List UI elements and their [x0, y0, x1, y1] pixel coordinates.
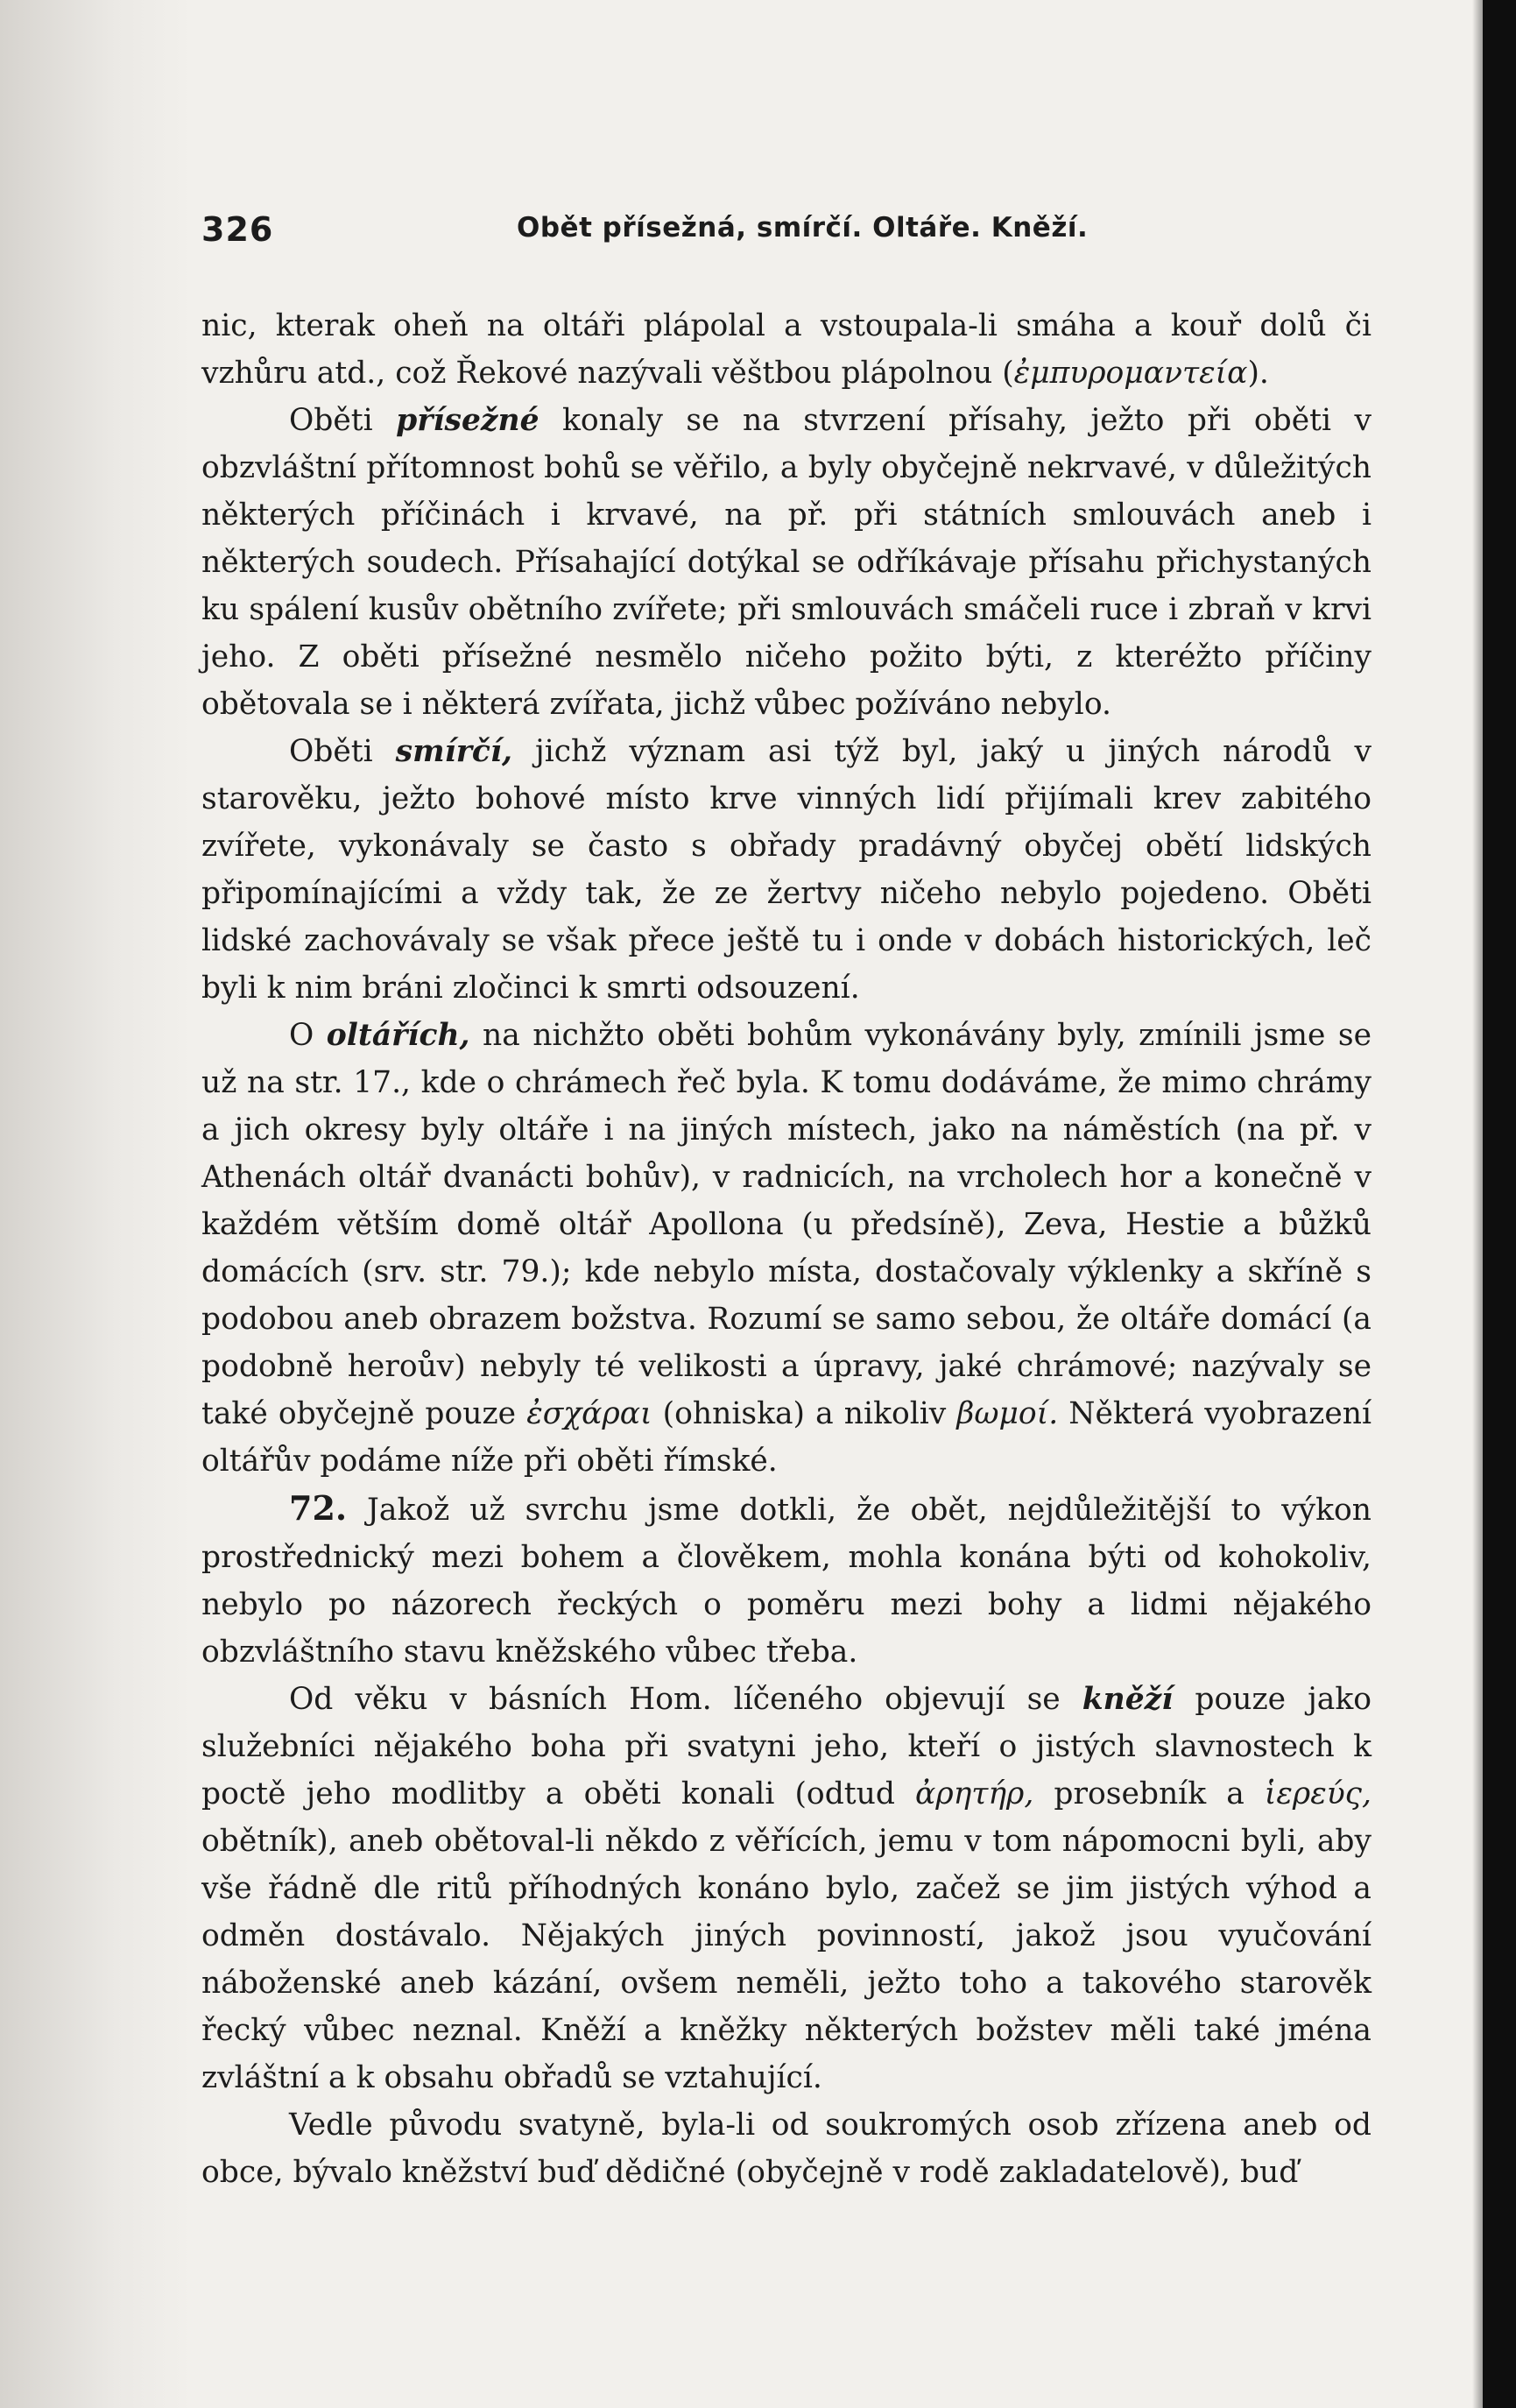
- text-run: Některá vyobrazení oltářův podáme níže při oběti římské.: [201, 1396, 1372, 1479]
- text-run: O: [289, 1018, 327, 1053]
- emphasis-term: smírčí,: [395, 734, 513, 769]
- paragraph-p7: [201, 2101, 1371, 2196]
- text-run: konaly se na stvrzení přísahy, ježto při oběti v obzvláštní přítomnost bohů se věřilo, a byly obyčejně nekrvavé, v důležitých některých příčinách i krvavé, na př. při státních smlouvách aneb i některých soudech. Přísahající dotýkal se odříkávaje přísahu přichystaných ku spálení kusův obětního zvířete; při smlouvách smáčeli ruce i zbraň v krvi jeho. Z oběti přísežné nesmělo ničeho požito býti, z kteréžto příčiny obětovala se i některá zvířata, jichž vůbec požíváno nebylo.: [201, 403, 1372, 722]
- greek-term: ἀρητήρ,: [915, 1776, 1034, 1811]
- scan-dark-edge: [1483, 0, 1516, 2408]
- text-run: ).: [1247, 356, 1269, 391]
- running-title: Obět přísežná, smírčí. Oltáře. Kněží.: [517, 212, 1089, 244]
- paragraph-p1: [201, 302, 1371, 397]
- text-run: Oběti: [289, 734, 396, 769]
- page-number: 326: [201, 210, 274, 249]
- text-run: jichž význam asi týž byl, jaký u jiných národů v starověku, ježto bohové místo krve vinných lidí přijímali krev zabitého zvířete, vykonávaly se často s obřady pradávný obyčej obětí lidských připomínajícími a vždy tak, že ze žertvy ničeho nebylo pojedeno. Oběti lidské zachovávaly se však přece ještě tu i onde v dobách historických, leč byli k nim bráni zločinci k smrti odsouzení.: [201, 734, 1371, 1006]
- greek-term: ἐσχάραι: [526, 1396, 652, 1431]
- section-number: 72.: [289, 1488, 348, 1528]
- greek-term: ἐμπυρομαντεία: [1013, 356, 1248, 391]
- scan-edge-shade: [1472, 0, 1483, 2408]
- text-run: nic, kterak oheň na oltáři plápolal a vstoupala-li smáha a kouř dolů či vzhůru atd., což Řekové nazývali věštbou plápolnou (: [201, 308, 1371, 391]
- running-head: [201, 210, 1366, 263]
- greek-term: ἱερεύς,: [1264, 1776, 1371, 1811]
- body-text: [201, 302, 1371, 2196]
- text-run: (ohniska) a nikoliv: [652, 1396, 957, 1431]
- greek-term: βωμοί.: [956, 1396, 1059, 1431]
- paragraph-p2: [201, 397, 1371, 728]
- paragraph-p6: [201, 1676, 1371, 2101]
- paragraph-p3: [201, 728, 1371, 1012]
- paragraph-p4: [201, 1012, 1371, 1485]
- text-run: na nichžto oběti bohům vykonávány byly, zmínili jsme se už na str. 17., kde o chrámech řeč byla. K tomu dodáváme, že mimo chrámy a jich okresy byly oltáře i na jiných místech, jako na náměstích (na př. v Athenách oltář dvanácti bohův), v radnicích, na vrcholech hor a konečně v každém větším domě oltář Apollona (u předsíně), Zeva, Hestie a bůžků domácích (srv. str. 79.); kde nebylo místa, dostačovaly výklenky a skříně s podobou aneb obrazem božstva. Rozumí se samo sebou, že oltáře domácí (a podobně heroův) nebyly té velikosti a úpravy, jaké chrámové; nazývaly se také obyčejně pouze: [201, 1018, 1371, 1431]
- text-run: pouze jako služebníci nějakého boha při svatyni jeho, kteří o jistých slavnostech k poctě jeho modlitby a oběti konali (odtud: [201, 1682, 1372, 1811]
- paragraph-p5: [201, 1485, 1371, 1676]
- emphasis-term: oltářích,: [326, 1018, 470, 1053]
- text-run: Vedle původu svatyně, byla-li od soukromých osob zřízena aneb od obce, bývalo kněžství buď dědičné (obyčejně v rodě zakladatelově), buď: [201, 2108, 1371, 2190]
- page-gutter-shadow: [0, 0, 193, 2408]
- emphasis-term: kněží: [1082, 1682, 1174, 1717]
- text-run: prosebník a: [1033, 1776, 1265, 1811]
- text-run: obětník), aneb obětoval-li někdo z věřících, jemu v tom nápomocni byli, aby vše řádně dle ritů příhodných konáno bylo, začež se jim jistých výhod a odměn dostávalo. Nějakých jiných povinností, jakož jsou vyučování náboženské aneb kázání, ovšem neměli, ježto toho a takového starověk řecký vůbec neznal. Kněží a kněžky některých božstev měli také jména zvláštní a k obsahu obřadů se vztahující.: [201, 1824, 1371, 2095]
- emphasis-term: přísežné: [396, 403, 539, 438]
- text-run: Od věku v básních Hom. líčeného objevují se: [289, 1682, 1082, 1717]
- text-run: Jakož už svrchu jsme dotkli, že obět, nejdůležitější to výkon prostřednický mezi bohem a člověkem, mohla konána býti od kohokoliv, nebylo po názorech řeckých o poměru mezi bohy a lidmi nějakého obzvláštního stavu kněžského vůbec třeba.: [201, 1493, 1371, 1670]
- text-run: Oběti: [289, 403, 397, 438]
